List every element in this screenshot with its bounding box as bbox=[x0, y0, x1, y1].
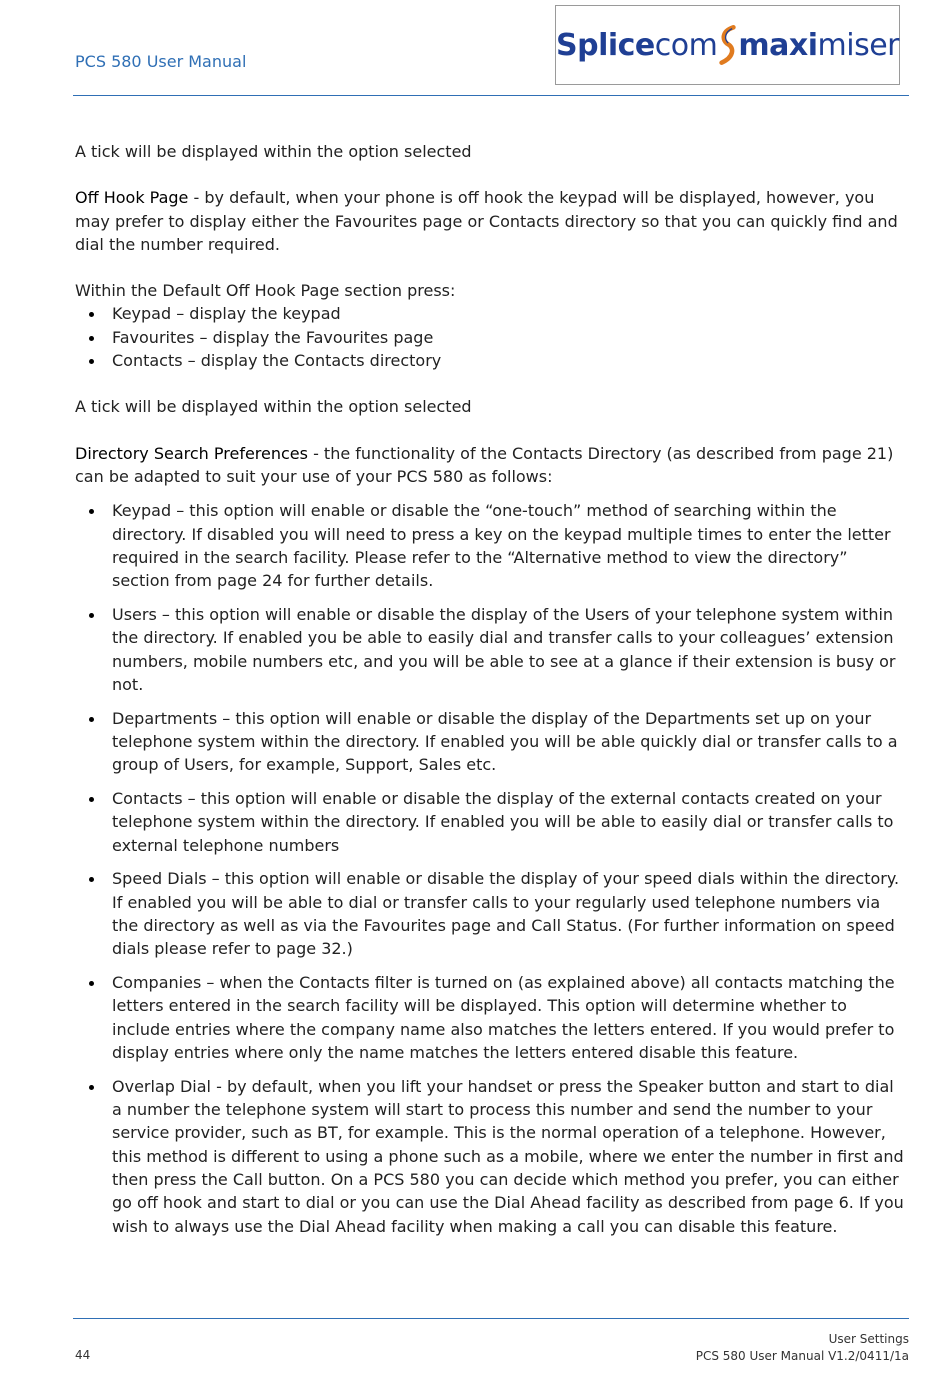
off-hook-options-list bbox=[75, 302, 908, 372]
header-title: PCS 580 User Manual bbox=[75, 52, 247, 71]
list-item: Contacts – this option will enable or disable the display of the external contacts created on your telephone system within the directory. If enabled you will be able to easily dial or transfer calls to external telephone numbers bbox=[75, 787, 908, 857]
logo-miser-text: miser bbox=[817, 27, 899, 63]
logo-com-text: com bbox=[654, 27, 718, 63]
list-item: Keypad – display the keypad bbox=[75, 302, 908, 325]
within-default-text: Within the Default Off Hook Page section press: bbox=[75, 281, 456, 301]
footer-info bbox=[696, 1331, 909, 1365]
list-item: Overlap Dial - by default, when you lift your handset or press the Speaker button and start to dial a number the telephone system will start to process this number and send the number to your service provider, such as BT, for example. This is the normal operation of a telephone. However, this method is different to using a phone such as a mobile, where we enter the number in first and then press the Call button. On a PCS 580 you can decide which method you prefer, you can either go off hook and start to dial or you can use the Dial Ahead facility as described from page 6. If you wish to always use the Dial Ahead facility when making a call you can disable this feature. bbox=[75, 1075, 908, 1238]
footer-rule bbox=[73, 1318, 909, 1319]
directory-options-list bbox=[75, 499, 908, 1238]
list-item: Speed Dials – this option will enable or disable the display of your speed dials within the directory. If enabled you will be able to dial or transfer calls to your regularly used telephone numbers via the directory as well as via the Favourites page and Call Status. (For further information on speed dials please refer to page 32.) bbox=[75, 867, 908, 960]
directory-term: Directory Search Preferences bbox=[75, 443, 308, 463]
list-item: Contacts – display the Contacts directory bbox=[75, 349, 908, 372]
logo-splice-text: Splice bbox=[556, 27, 655, 63]
header-rule bbox=[73, 95, 909, 96]
list-item: Keypad – this option will enable or disable the “one-touch” method of searching within the directory. If disabled you will need to press a key on the keypad multiple times to enter the letter required in the search facility. Please refer to the “Alternative method to view the directory” section from page 24 for further details. bbox=[75, 499, 908, 592]
off-hook-term: Off Hook Page bbox=[75, 188, 189, 208]
logo-swoosh-icon bbox=[719, 14, 736, 76]
off-hook-text: - by default, when your phone is off hook the keypad will be displayed, however, you may prefer to display either the Favourites page or Contacts directory so that you can quickly find and dial the number required. bbox=[75, 188, 898, 254]
footer-doc-version: PCS 580 User Manual V1.2/0411/1a bbox=[695, 1349, 909, 1363]
tick-note-1: A tick will be displayed within the option selected bbox=[75, 142, 472, 161]
logo-maxi-text: maxi bbox=[738, 27, 818, 63]
directory-text: - the functionality of the Contacts Directory (as described from page 21) can be adapted to suit your use of your PCS 580 as follows: bbox=[75, 443, 894, 486]
list-item: Users – this option will enable or disable the display of the Users of your telephone system within the directory. If enabled you be able to easily dial and transfer calls to your colleagues’ extension numbers, mobile numbers etc, and you will be able to see at a glance if their extension is busy or not. bbox=[75, 603, 908, 696]
page-number: 44 bbox=[75, 1348, 91, 1362]
list-item: Departments – this option will enable or disable the display of the Departments set up on your telephone system within the directory. If enabled you will be able quickly dial or transfer calls to a group of Users, for example, Support, Sales etc. bbox=[75, 707, 908, 777]
list-item: Companies – when the Contacts filter is turned on (as explained above) all contacts matching the letters entered in the search facility will be displayed. This option will determine whether to include entries where the company name also matches the letters entered. If you would prefer to display entries where only the name matches the letters entered disable this feature. bbox=[75, 971, 908, 1064]
list-item: Favourites – display the Favourites page bbox=[75, 326, 908, 349]
directory-paragraph bbox=[75, 442, 908, 489]
off-hook-paragraph bbox=[75, 186, 908, 256]
footer-section: User Settings bbox=[828, 1332, 909, 1346]
page-content bbox=[75, 140, 908, 1238]
splicecom-maximiser-logo bbox=[555, 5, 900, 85]
tick-note-2: A tick will be displayed within the option selected bbox=[75, 397, 472, 417]
